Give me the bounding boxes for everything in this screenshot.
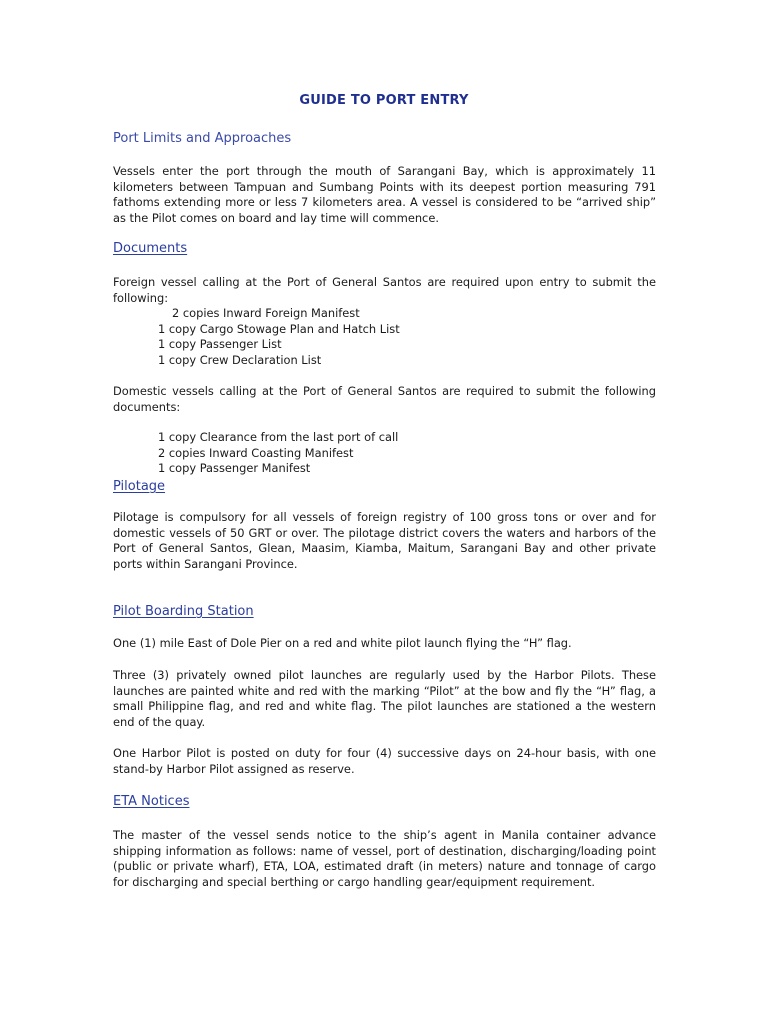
paragraph-pilot-boarding-2: Three (3) privately owned pilot launches are regularly used by the Harbor Pilots. These launches are painted white and red with the marking “Pilot” at the bow and fly the “H” flag, a small Philippine flag, and red and white flag. The pilot launches are stationed a the western end of the quay. — [113, 668, 656, 729]
heading-pilotage-link[interactable]: Pilotage — [113, 479, 166, 494]
heading-pilot-boarding-link[interactable]: Pilot Boarding Station — [113, 604, 254, 619]
list-foreign-documents — [113, 306, 400, 368]
paragraph-pilot-boarding-3: One Harbor Pilot is posted on duty for four (4) successive days on 24-hour basis, with one stand-by Harbor Pilot assigned as reserve. — [113, 746, 656, 776]
list-item: 1 copy Cargo Stowage Plan and Hatch List — [158, 321, 400, 336]
paragraph-documents-domestic: Domestic vessels calling at the Port of General Santos are required to submit the following documents: — [113, 384, 656, 414]
paragraph-documents-foreign: Foreign vessel calling at the Port of General Santos are required upon entry to submit the following: — [113, 275, 656, 305]
list-domestic-documents — [113, 430, 398, 477]
paragraph-pilotage: Pilotage is compulsory for all vessels of foreign registry of 100 gross tons or over and for domestic vessels of 50 GRT or over. The pilotage district covers the waters and harbors of the Port of General Santos, Glean, Maasim, Kiamba, Maitum, Sarangani Bay and other private ports within Sarangani Province. — [113, 510, 656, 571]
list-item: 1 copy Clearance from the last port of call — [158, 430, 399, 444]
page-title: GUIDE TO PORT ENTRY — [299, 93, 469, 108]
paragraph-pilot-boarding-1: One (1) mile East of Dole Pier on a red and white pilot launch flying the “H” flag. — [113, 636, 572, 650]
heading-documents-link[interactable]: Documents — [113, 241, 188, 256]
paragraph-port-limits: Vessels enter the port through the mouth of Sarangani Bay, which is approximately 11 kilometers between Tampuan and Sumbang Points with its deepest portion measuring 791 fathoms extending more or less 7 kilometers area. A vessel is considered to be “arrived ship” as the Pilot comes on board and lay time will commence. — [113, 164, 656, 225]
heading-eta-notices-link[interactable]: ETA Notices — [113, 794, 190, 809]
paragraph-eta-notices: The master of the vessel sends notice to the ship’s agent in Manila container advance shipping information as follows: name of vessel, port of destination, discharging/loading point (public or private wharf), ETA, LOA, estimated draft (in meters) nature and tonnage of cargo for discharging and special berthing or cargo handling gear/equipment requirement. — [113, 828, 656, 889]
list-item: 1 copy Passenger List — [158, 337, 282, 351]
list-item: 1 copy Passenger Manifest — [158, 461, 311, 475]
list-item: 2 copies Inward Coasting Manifest — [158, 445, 354, 460]
list-item: 1 copy Crew Declaration List — [158, 352, 322, 367]
heading-port-limits: Port Limits and Approaches — [113, 131, 292, 146]
list-item: 2 copies Inward Foreign Manifest — [172, 306, 360, 320]
